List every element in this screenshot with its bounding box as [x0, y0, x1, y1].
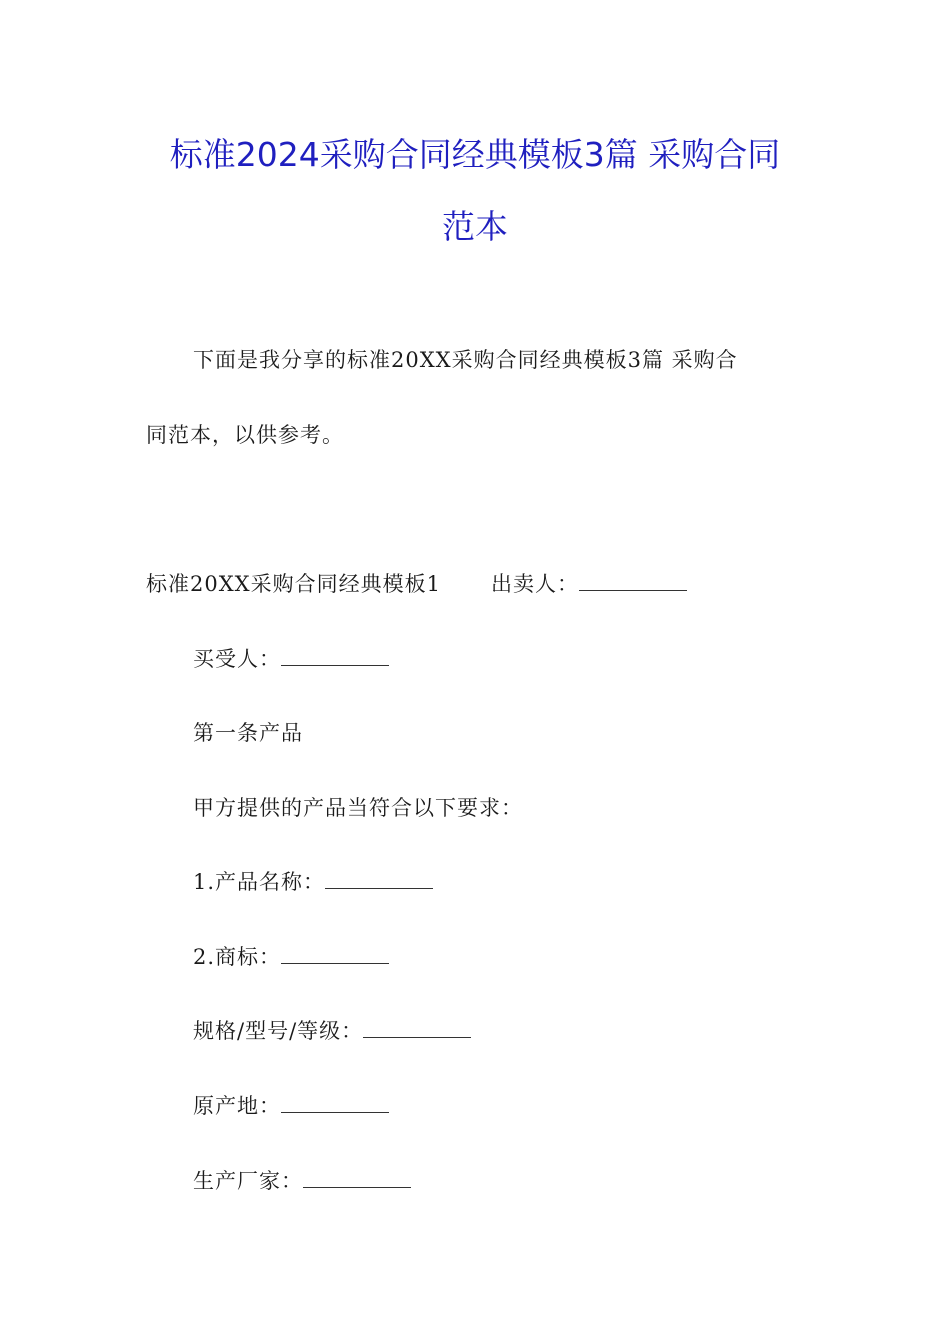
manufacturer-blank: [303, 1169, 411, 1188]
document-title-line-2: 范本: [442, 207, 508, 246]
origin-row: [193, 1091, 389, 1121]
spec-row: [193, 1016, 471, 1046]
intro-paragraph-line-1: 下面是我分享的标准20XX采购合同经典模板3篇 采购合: [193, 348, 738, 372]
article1-title: 第一条产品: [193, 721, 303, 745]
trademark-label: 2.商标：: [193, 945, 282, 969]
product-name-blank: [325, 870, 433, 889]
buyer-label: 买受人：: [193, 647, 281, 671]
trademark-blank: [281, 945, 389, 964]
intro-paragraph-line-2: 同范本，以供参考。: [146, 423, 344, 447]
section-heading-row: [146, 569, 687, 599]
origin-blank: [281, 1094, 389, 1113]
product-name-label: 1.产品名称：: [193, 870, 326, 894]
buyer-row: [193, 644, 389, 674]
section-heading: 标准20XX采购合同经典模板1: [146, 572, 441, 596]
document-title-line-1: 标准2024采购合同经典模板3篇 采购合同: [169, 135, 781, 174]
product-name-row: [193, 867, 433, 897]
seller-blank: [579, 572, 687, 591]
manufacturer-label: 生产厂家：: [193, 1169, 303, 1193]
seller-label: 出卖人：: [490, 572, 579, 596]
trademark-row: [193, 942, 389, 972]
spec-label: 规格/型号/等级：: [193, 1019, 364, 1043]
article1-intro: 甲方提供的产品当符合以下要求：: [193, 796, 523, 820]
spec-blank: [363, 1019, 471, 1038]
manufacturer-row: [193, 1166, 411, 1196]
origin-label: 原产地：: [193, 1094, 281, 1118]
buyer-blank: [281, 647, 389, 666]
